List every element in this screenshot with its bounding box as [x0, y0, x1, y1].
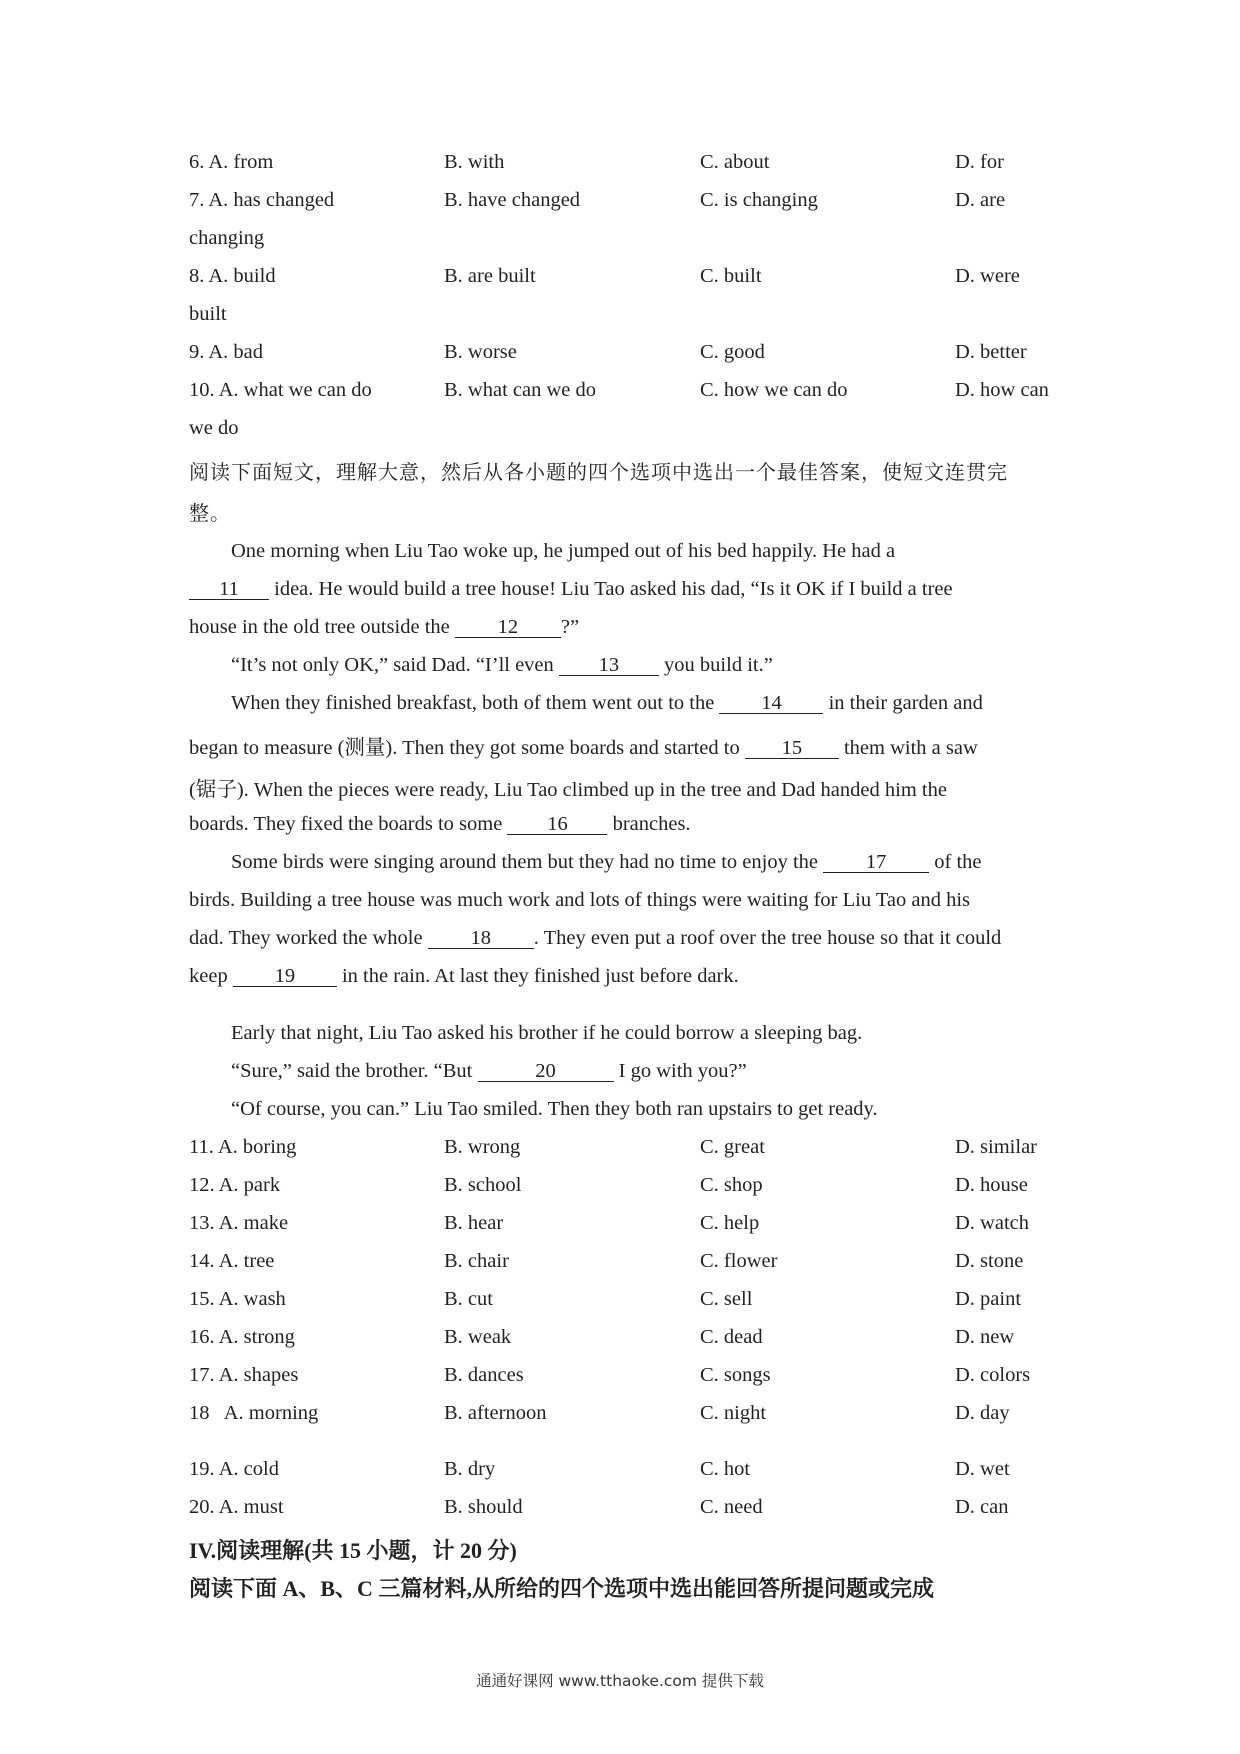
passage-text: them with a saw [838, 737, 978, 759]
option-18c: C. night [700, 1402, 767, 1424]
option-6a: 6. A. from [189, 151, 274, 173]
option-8c: C. built [700, 265, 762, 287]
option-9c: C. good [700, 341, 765, 363]
blank-20: 20 [478, 1061, 614, 1082]
passage-text: Some birds were singing around them but they had no time to enjoy the [231, 851, 824, 873]
option-16b: B. weak [444, 1326, 512, 1348]
passage-text: of the [929, 851, 982, 873]
passage-text: boards. They fixed the boards to some [189, 813, 508, 835]
option-8d: D. were [955, 265, 1020, 287]
passage-line [231, 692, 983, 715]
passage-text: you build it.” [658, 654, 773, 676]
passage-line [231, 851, 982, 874]
option-8a: 8. A. build [189, 265, 276, 287]
passage-text: I go with you?” [613, 1060, 747, 1082]
blank-11: 11 [189, 579, 269, 600]
passage-text: . They even put a roof over the tree house so that it could [533, 927, 1002, 949]
option-20b: B. should [444, 1496, 523, 1518]
option-11c: C. great [700, 1136, 765, 1158]
passage-text: ?” [560, 616, 580, 638]
option-12d: D. house [955, 1174, 1028, 1196]
option-13a: 13. A. make [189, 1212, 289, 1234]
option-6c: C. about [700, 151, 770, 173]
passage-line [189, 616, 579, 639]
option-11b: B. wrong [444, 1136, 521, 1158]
option-17b: B. dances [444, 1364, 524, 1386]
option-12c: C. shop [700, 1174, 763, 1196]
option-15c: C. sell [700, 1288, 753, 1310]
option-13d: D. watch [955, 1212, 1030, 1234]
passage-line: “Of course, you can.” Liu Tao smiled. Then they both ran upstairs to get ready. [231, 1098, 878, 1120]
passage-text: “It’s not only OK,” said Dad. “I’ll even [231, 654, 559, 676]
passage-line [189, 965, 739, 988]
passage-line [189, 578, 953, 601]
option-14d: D. stone [955, 1250, 1024, 1272]
option-15a: 15. A. wash [189, 1288, 286, 1310]
option-10d: D. how can [955, 379, 1049, 401]
option-9d: D. better [955, 341, 1027, 363]
option-16d: D. new [955, 1326, 1015, 1348]
option-7d: D. are [955, 189, 1006, 211]
option-17a: 17. A. shapes [189, 1364, 299, 1386]
passage-line: Early that night, Liu Tao asked his brother if he could borrow a sleeping bag. [231, 1022, 863, 1044]
option-19c: C. hot [700, 1458, 751, 1480]
passage-text: “Sure,” said the brother. “But [231, 1060, 478, 1082]
passage-text: branches. [607, 813, 691, 835]
section-instruction: 阅读下面 A、B、C 三篇材料,从所给的四个选项中选出能回答所提问题或完成 [189, 1576, 934, 1601]
passage-line [231, 654, 773, 677]
option-10b: B. what can we do [444, 379, 596, 401]
passage-text: in the rain. At last they finished just before dark. [336, 965, 739, 987]
option-15b: B. cut [444, 1288, 493, 1310]
option-20d: D. can [955, 1496, 1009, 1518]
option-20a: 20. A. must [189, 1496, 284, 1518]
passage-text: in their garden and [823, 692, 983, 714]
page-footer: 通通好课网 www.tthaoke.com 提供下载 [476, 1672, 764, 1690]
option-14b: B. chair [444, 1250, 509, 1272]
option-7d-wrap: changing [189, 227, 265, 249]
option-7c: C. is changing [700, 189, 818, 211]
option-10a: 10. A. what we can do [189, 379, 372, 401]
option-8b: B. are built [444, 265, 536, 287]
passage-text: house in the old tree outside the [189, 616, 455, 638]
option-19d: D. wet [955, 1458, 1010, 1480]
blank-15: 15 [745, 738, 839, 759]
blank-16: 16 [507, 814, 607, 835]
passage-text: idea. He would build a tree house! Liu Tao asked his dad, “Is it OK if I build a tree [269, 578, 953, 600]
option-14a: 14. A. tree [189, 1250, 275, 1272]
option-7a: 7. A. has changed [189, 189, 335, 211]
option-19b: B. dry [444, 1458, 496, 1480]
cloze-instruction-line2: 整。 [189, 501, 231, 525]
passage-text: When they finished breakfast, both of them went out to the [231, 692, 720, 714]
option-9a: 9. A. bad [189, 341, 264, 363]
option-7b: B. have changed [444, 189, 581, 211]
option-6b: B. with [444, 151, 505, 173]
option-16c: C. dead [700, 1326, 763, 1348]
option-8d-wrap: built [189, 303, 227, 325]
option-12a: 12. A. park [189, 1174, 281, 1196]
passage-line: One morning when Liu Tao woke up, he jumped out of his bed happily. He had a [231, 540, 896, 562]
option-19a: 19. A. cold [189, 1458, 279, 1480]
option-17d: D. colors [955, 1364, 1031, 1386]
blank-13: 13 [559, 655, 659, 676]
option-17c: C. songs [700, 1364, 771, 1386]
option-9b: B. worse [444, 341, 517, 363]
blank-12: 12 [455, 617, 561, 638]
option-16a: 16. A. strong [189, 1326, 295, 1348]
option-11a: 11. A. boring [189, 1136, 297, 1158]
blank-14: 14 [719, 693, 823, 714]
option-13c: C. help [700, 1212, 760, 1234]
passage-line [189, 813, 691, 836]
passage-line [231, 1060, 747, 1083]
option-18b: B. afternoon [444, 1402, 547, 1424]
passage-line [189, 927, 1001, 950]
option-6d: D. for [955, 151, 1004, 173]
blank-19: 19 [233, 966, 337, 987]
passage-text: keep [189, 965, 233, 987]
option-13b: B. hear [444, 1212, 504, 1234]
passage-text: dad. They worked the whole [189, 927, 428, 949]
passage-line: birds. Building a tree house was much work and lots of things were waiting for Liu Tao and his [189, 889, 971, 911]
option-11d: D. similar [955, 1136, 1037, 1158]
option-10c: C. how we can do [700, 379, 848, 401]
option-15d: D. paint [955, 1288, 1022, 1310]
cloze-instruction-line1: 阅读下面短文，理解大意，然后从各小题的四个选项中选出一个最佳答案，使短文连贯完 [189, 460, 1008, 484]
option-12b: B. school [444, 1174, 522, 1196]
option-18a: 18 A. morning [189, 1402, 319, 1424]
passage-line [189, 730, 978, 760]
section-heading: IV.阅读理解(共 15 小题，计 20 分) [189, 1538, 517, 1563]
passage-line: (锯子). When the pieces were ready, Liu Tao climbed up in the tree and Dad handed him the [189, 779, 947, 801]
option-18d: D. day [955, 1402, 1010, 1424]
blank-17: 17 [823, 852, 929, 873]
option-10d-wrap: we do [189, 417, 239, 439]
option-20c: C. need [700, 1496, 763, 1518]
passage-text: began to measure (测量). Then they got some boards and started to [189, 737, 745, 759]
option-14c: C. flower [700, 1250, 778, 1272]
blank-18: 18 [428, 928, 534, 949]
